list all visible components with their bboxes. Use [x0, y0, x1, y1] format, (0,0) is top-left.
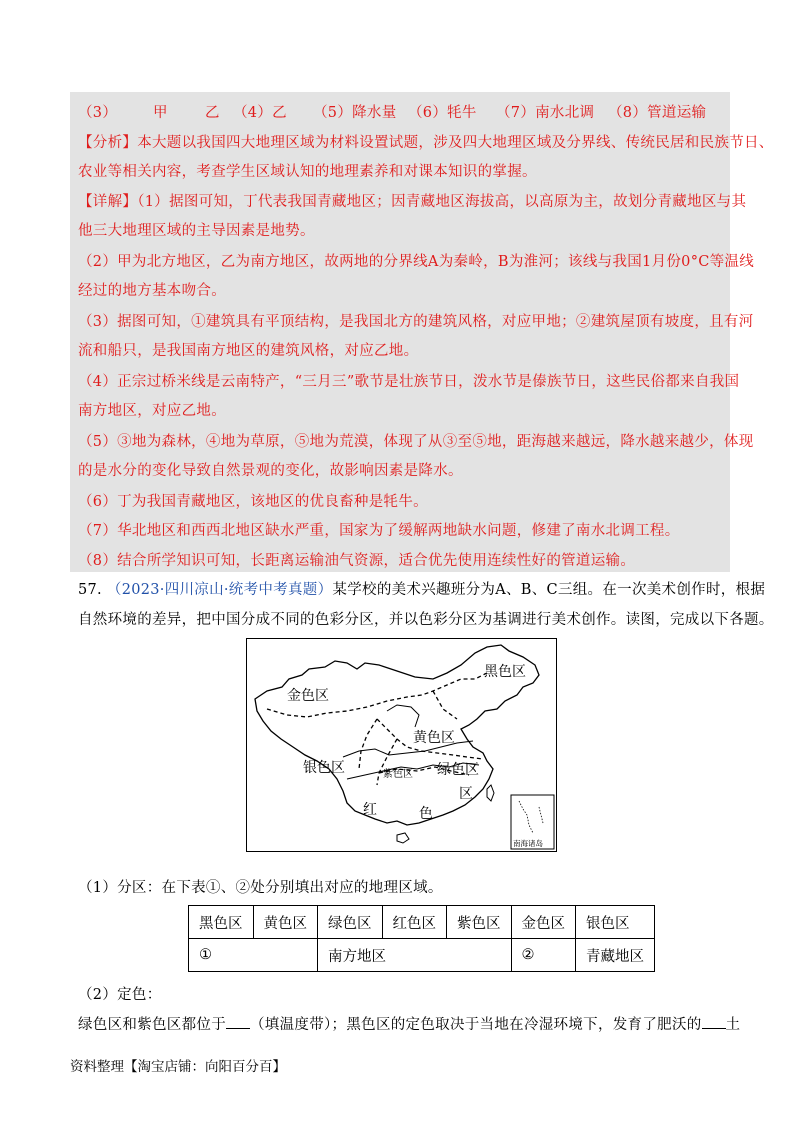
fill-blank[interactable]: [702, 1014, 726, 1029]
part2-text-b: （填温度带）；黑色区的定色取决于当地在冷湿环境下，发育了肥沃的: [250, 1017, 702, 1033]
map-label-inset: 南海诸岛: [513, 839, 543, 848]
table-cell: 南方地区: [318, 939, 512, 972]
answer-line: [78, 101, 706, 122]
map-label-red-2: 色: [419, 806, 433, 822]
answer-item: 甲: [153, 105, 168, 121]
detail-line: 他三大地理区域的主导因素是地势。: [78, 223, 315, 239]
detail-line: [78, 190, 746, 211]
answer-item: 乙: [205, 105, 220, 121]
answer-item: （4）乙: [233, 105, 287, 121]
footer-note: 资料整理【淘宝店铺：向阳百分百】: [70, 1059, 286, 1075]
table-cell: 紫色区: [447, 906, 512, 939]
detail-tag: 【详解】: [78, 194, 138, 210]
answer-item: （3）: [78, 105, 118, 121]
table-row: [189, 939, 655, 972]
table-cell: 青藏地区: [576, 939, 655, 972]
question-line: [78, 578, 765, 599]
map-label-yellow: 黄色区: [413, 730, 455, 746]
part2-text: （2）定色：: [78, 987, 162, 1003]
part2-text-a: 绿色区和紫色区都位于: [78, 1017, 226, 1033]
map-label-gold: 金色区: [287, 688, 329, 704]
table-cell: 黄色区: [253, 906, 318, 939]
question-source: （2023·四川凉山·统考中考真题）: [106, 582, 333, 598]
detail-line: （2）甲为北方地区，乙为南方地区，故两地的分界线A为秦岭，B为淮河；该线与我国1月份0°C等温线: [78, 254, 755, 270]
part1-text: （1）分区：在下表①、②处分别填出对应的地理区域。: [78, 880, 443, 896]
table-cell-answer-1: ①: [189, 939, 318, 972]
map-label-silver: 银色区: [303, 760, 345, 776]
answer-item: （5）降水量: [313, 105, 397, 121]
analysis-line: [78, 131, 774, 152]
analysis-line: 农业等相关内容，考查学生区域认知的地理素养和对课本知识的掌握。: [78, 164, 537, 180]
table-cell: 红色区: [382, 906, 447, 939]
question-number: 57.: [78, 582, 102, 598]
detail-line: （3）据图可知，①建筑具有平顶结构，是我国北方的建筑风格，对应甲地；②建筑屋顶有坡度，且有河: [78, 314, 754, 330]
fill-blank[interactable]: [226, 1014, 250, 1029]
part2-text-c: 土: [725, 1017, 741, 1033]
analysis-text: 本大题以我国四大地理区域为材料设置试题，涉及四大地理区域及分界线、传统民居和民族节日、: [137, 135, 774, 151]
detail-line: 流和船只，是我国南方地区的建筑风格，对应乙地。: [78, 343, 419, 359]
table-cell-answer-2: ②: [511, 939, 576, 972]
detail-line: （8）结合所学知识可知，长距离运输油气资源，适合优先使用连续性好的管道运输。: [78, 553, 636, 569]
map-label-green: 绿色区: [437, 762, 479, 778]
detail-line: （5）③地为森林，④地为草原，⑤地为荒漠，体现了从③至⑤地，距海越来越远，降水越来越少，体现: [78, 434, 754, 450]
regions-table: [188, 905, 655, 972]
detail-line: 经过的地方基本吻合。: [78, 283, 226, 299]
analysis-tag: 【分析】: [78, 135, 138, 151]
table-row: [189, 906, 655, 939]
map-label-red-1: 红: [363, 802, 377, 818]
question-text: 某学校的美术兴趣班分为A、B、C三组。在一次美术创作时，根据: [332, 582, 766, 598]
answer-item: （8）管道运输: [608, 105, 707, 121]
part2-question: [78, 1013, 740, 1034]
detail-text: （1）据图可知，丁代表我国青藏地区；因青藏地区海拔高，以高原为主，故划分青藏地区与其: [137, 194, 747, 210]
china-color-map: [246, 638, 557, 852]
detail-line: 南方地区，对应乙地。: [78, 403, 226, 419]
map-label-black: 黑色区: [484, 664, 526, 680]
detail-line: 的是水分的变化导致自然景观的变化，故影响因素是降水。: [78, 463, 463, 479]
table-cell: 银色区: [576, 906, 655, 939]
table-cell: 金色区: [511, 906, 576, 939]
map-label-purple: 紫色区: [383, 769, 413, 780]
detail-line: （6）丁为我国青藏地区，该地区的优良畜种是牦牛。: [78, 494, 428, 510]
answer-item: （7）南水北调: [496, 105, 595, 121]
table-cell: 绿色区: [318, 906, 383, 939]
map-label-green-2: 区: [459, 786, 473, 802]
detail-line: （4）正宗过桥米线是云南特产，“三月三”歌节是壮族节日，泼水节是傣族节日，这些民俗都来自我国: [78, 374, 740, 390]
detail-line: （7）华北地区和西西北地区缺水严重，国家为了缓解两地缺水问题，修建了南水北调工程。: [78, 523, 680, 539]
answer-item: （6）牦牛: [408, 105, 477, 121]
question-line: 自然环境的差异，把中国分成不同的色彩分区，并以色彩分区为基调进行美术创作。读图，完成以下各题。: [78, 612, 774, 628]
table-cell: 黑色区: [189, 906, 254, 939]
